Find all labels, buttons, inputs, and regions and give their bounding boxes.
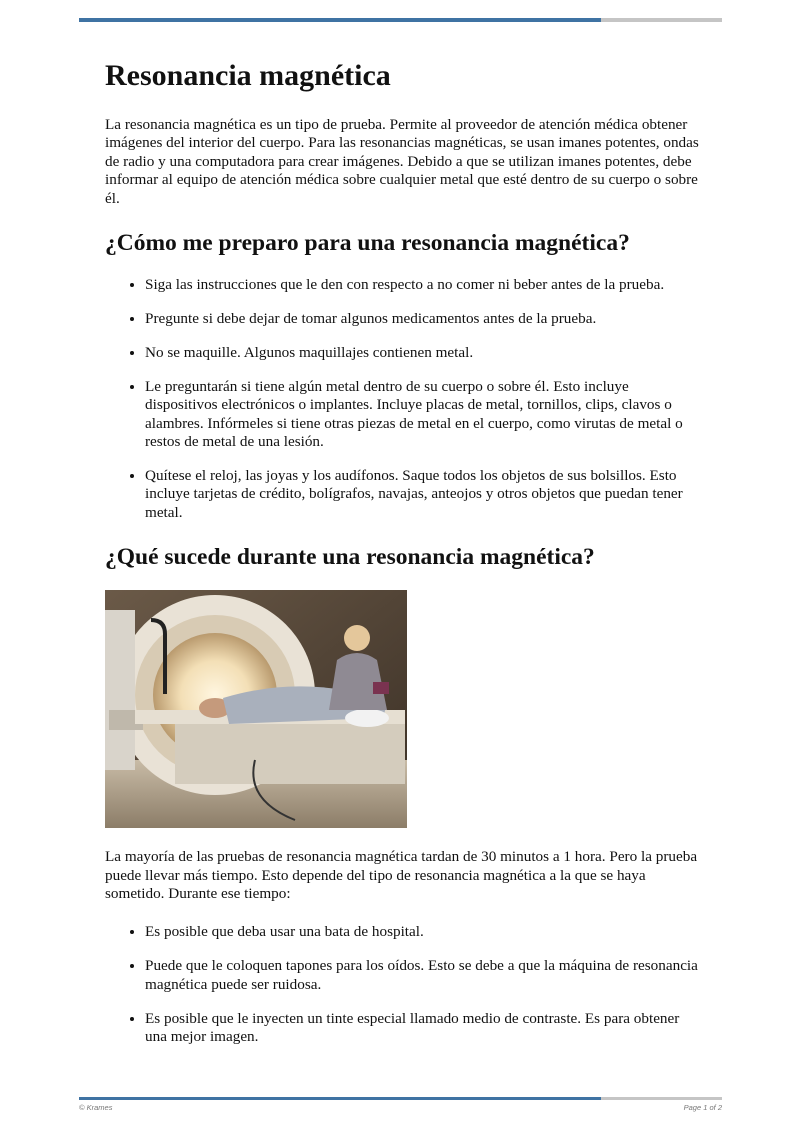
preparation-list xyxy=(105,276,705,522)
list-item: • Puede que le coloquen tapones para los oídos. Esto se debe a que la máquina de resonancia magnética puede ser ruidosa. xyxy=(145,957,705,994)
list-item: • Quítese el reloj, las joyas y los audífonos. Saque todos los objetos de sus bolsillos. Esto incluye tarjetas de crédito, bolígrafos, navajas, anteojos y otros objetos que puedan tener metal. xyxy=(145,467,705,522)
section-heading-during: ¿Qué sucede durante una resonancia magnética? xyxy=(105,544,595,571)
bottom-rule xyxy=(79,1097,722,1100)
during-paragraph: La mayoría de las pruebas de resonancia magnética tardan de 30 minutos a 1 hora. Pero la prueba puede llevar más tiempo. Esto depende del tipo de resonancia magnética a la que se haya sometido. Durante ese tiempo: xyxy=(105,848,698,902)
list-item: • Le preguntarán si tiene algún metal dentro de su cuerpo o sobre él. Esto incluye dispositivos electrónicos o implantes. Incluye placas de metal, tornillos, clips, clavos o alambres. Infórmeles si tiene otras piezas de metal en el cuerpo, como virutas de metal o restos de metal de una lesión. xyxy=(145,378,705,452)
document-body xyxy=(105,58,705,1066)
mri-scanner-photo xyxy=(105,590,407,828)
footer-page-number: Page 1 of 2 xyxy=(683,1103,722,1112)
footer-copyright: © Krames xyxy=(79,1103,113,1112)
page-title: Resonancia magnética xyxy=(105,59,391,92)
list-item: • Siga las instrucciones que le den con respecto a no comer ni beber antes de la prueba. xyxy=(145,276,705,294)
list-item: • Es posible que deba usar una bata de hospital. xyxy=(145,923,705,941)
section-heading-preparation: ¿Cómo me preparo para una resonancia magnética? xyxy=(105,230,630,257)
top-rule xyxy=(79,18,722,22)
during-list xyxy=(105,923,705,1046)
list-item: • Es posible que le inyecten un tinte especial llamado medio de contraste. Es para obtener una mejor imagen. xyxy=(145,1010,705,1047)
intro-paragraph: La resonancia magnética es un tipo de prueba. Permite al proveedor de atención médica obtener imágenes del interior del cuerpo. Para las resonancias magnéticas, se usan imanes potentes, ondas de radio y una computadora para crear imágenes. Debido a que se utilizan imanes potentes, debe informar al equipo de atención médica sobre cualquier metal que esté dentro de su cuerpo o sobre él. xyxy=(105,116,699,207)
list-item: • Pregunte si debe dejar de tomar algunos medicamentos antes de la prueba. xyxy=(145,310,705,328)
list-item: • No se maquille. Algunos maquillajes contienen metal. xyxy=(145,344,705,362)
